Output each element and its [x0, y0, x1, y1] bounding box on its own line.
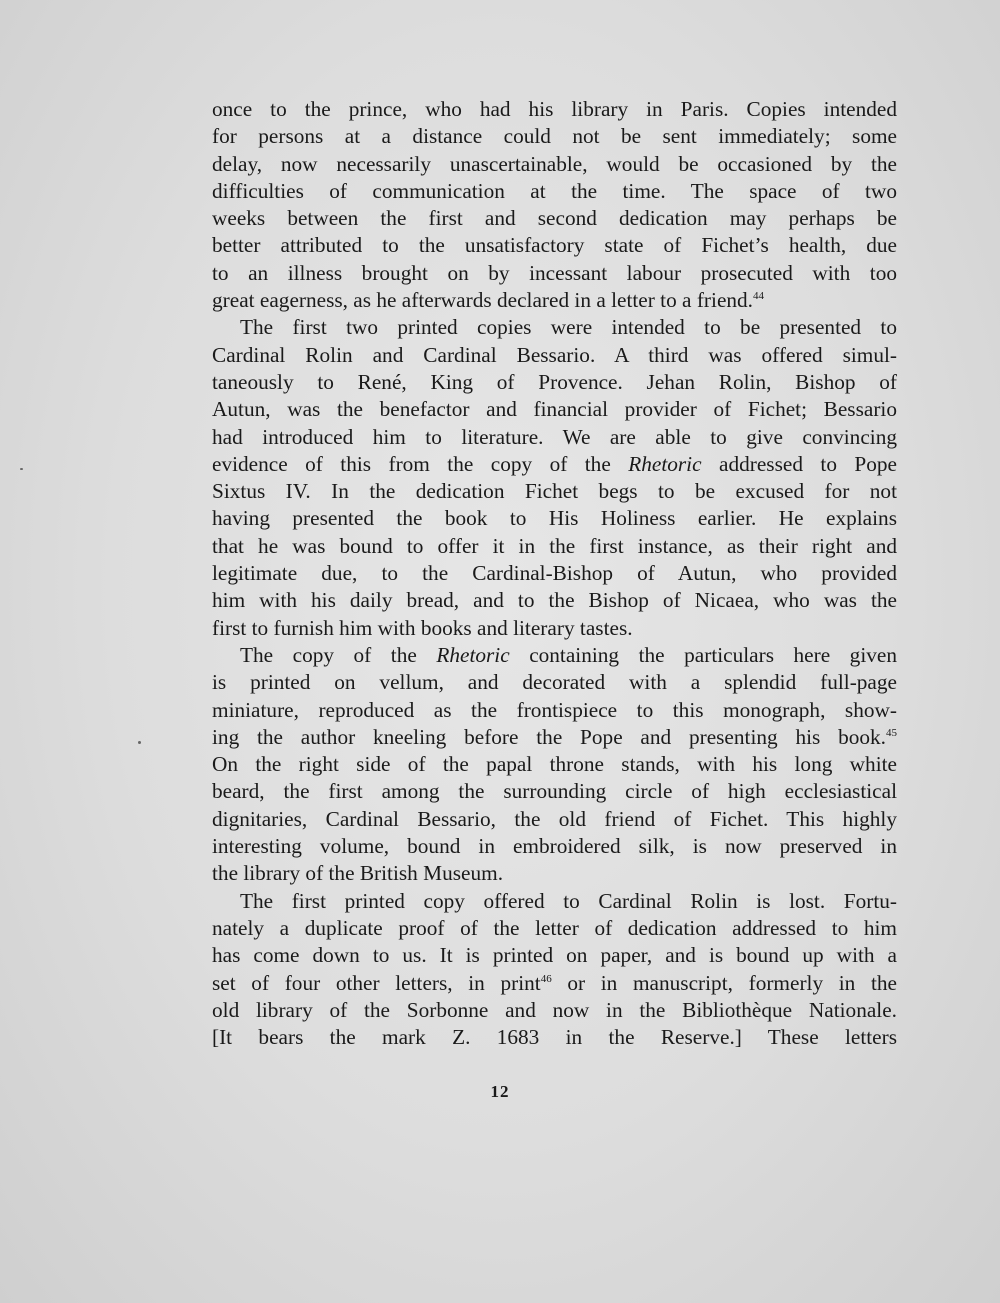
text-line: [It bears the mark Z. 1683 in the Reserve.] These letters — [212, 1025, 897, 1050]
text-line: him with his daily bread, and to the Bishop of Nicaea, who was the — [212, 588, 897, 613]
text-line: Cardinal Rolin and Cardinal Bessario. A third was offered simul- — [212, 342, 897, 367]
text-segment: or in manuscript, formerly in the — [567, 970, 897, 995]
text-line: has come down to us. It is printed on paper, and is bound up with a — [212, 943, 897, 968]
paper-speck — [20, 468, 23, 470]
text-line — [212, 724, 897, 751]
text-line: first to furnish him with books and literary tastes. — [212, 615, 633, 640]
text-line: dignitaries, Cardinal Bessario, the old friend of Fichet. This highly — [212, 806, 897, 831]
paragraph-3 — [212, 642, 897, 888]
paragraph-2 — [212, 314, 897, 642]
text-segment: addressed to Pope — [719, 451, 897, 476]
text-segment: ing the author kneeling before the Pope and presenting his book. — [212, 724, 886, 749]
italic-title: Rhetoric — [436, 642, 510, 667]
text-line: for persons at a distance could not be sent immediately; some — [212, 124, 897, 149]
text-line: legitimate due, to the Cardinal-Bishop of Autun, who provided — [212, 561, 897, 586]
text-segment: great eagerness, as he afterwards declared in a letter to a friend. — [212, 288, 754, 313]
text-line — [212, 451, 897, 478]
text-line: The first two printed copies were intended to be presented to — [240, 315, 897, 340]
text-line: The first printed copy offered to Cardinal Rolin is lost. Fortu- — [240, 888, 897, 913]
footnote-ref-44: 44 — [753, 289, 765, 302]
text-line: Autun, was the benefactor and financial provider of Fichet; Bessario — [212, 397, 897, 422]
text-line: once to the prince, who had his library in Paris. Copies intended — [212, 97, 897, 121]
footnote-ref-46: 46 — [540, 972, 552, 985]
text-line: nately a duplicate proof of the letter of dedication addressed to him — [212, 915, 897, 940]
text-line: having presented the book to His Holiness earlier. He explains — [212, 506, 897, 531]
text-line: miniature, reproduced as the frontispiece to this monograph, show- — [212, 697, 897, 722]
text-line: that he was bound to offer it in the first instance, as their right and — [212, 533, 897, 558]
text-segment: The copy of the — [240, 642, 417, 667]
body-text — [212, 96, 897, 1051]
text-line — [212, 970, 897, 997]
text-line: to an illness brought on by incessant labour prosecuted with too — [212, 260, 897, 285]
text-line: difficulties of communication at the time. The space of two — [212, 178, 897, 203]
text-line: weeks between the first and second dedication may perhaps be — [212, 206, 897, 231]
text-line: On the right side of the papal throne stands, with his long white — [212, 752, 897, 777]
text-line — [212, 642, 897, 669]
text-segment: set of four other letters, in print — [212, 970, 541, 995]
text-segment: containing the particulars here given — [529, 642, 897, 667]
paragraph-1 — [212, 96, 897, 314]
text-line: old library of the Sorbonne and now in the Bibliothèque Nationale. — [212, 997, 897, 1022]
text-line: delay, now necessarily unascertainable, would be occasioned by the — [212, 151, 897, 176]
text-line: Sixtus IV. In the dedication Fichet begs to be excused for not — [212, 479, 897, 504]
text-segment: evidence of this from the copy of the — [212, 451, 611, 476]
page-number: 12 — [490, 1082, 510, 1101]
text-line — [212, 287, 897, 314]
text-line: beard, the first among the surrounding circle of high ecclesiastical — [212, 779, 897, 804]
text-line: better attributed to the unsatisfactory state of Fichet’s health, due — [212, 233, 897, 258]
paragraph-4 — [212, 888, 897, 1052]
text-line: had introduced him to literature. We are able to give convincing — [212, 424, 897, 449]
text-line: interesting volume, bound in embroidered silk, is now preserved in — [212, 834, 897, 859]
text-line: the library of the British Museum. — [212, 861, 504, 886]
text-line: is printed on vellum, and decorated with a splendid full-page — [212, 670, 897, 695]
footnote-ref-45: 45 — [886, 726, 897, 739]
paper-speck — [138, 741, 141, 744]
italic-title: Rhetoric — [628, 451, 702, 476]
text-line: taneously to René, King of Provence. Jehan Rolin, Bishop of — [212, 369, 897, 394]
